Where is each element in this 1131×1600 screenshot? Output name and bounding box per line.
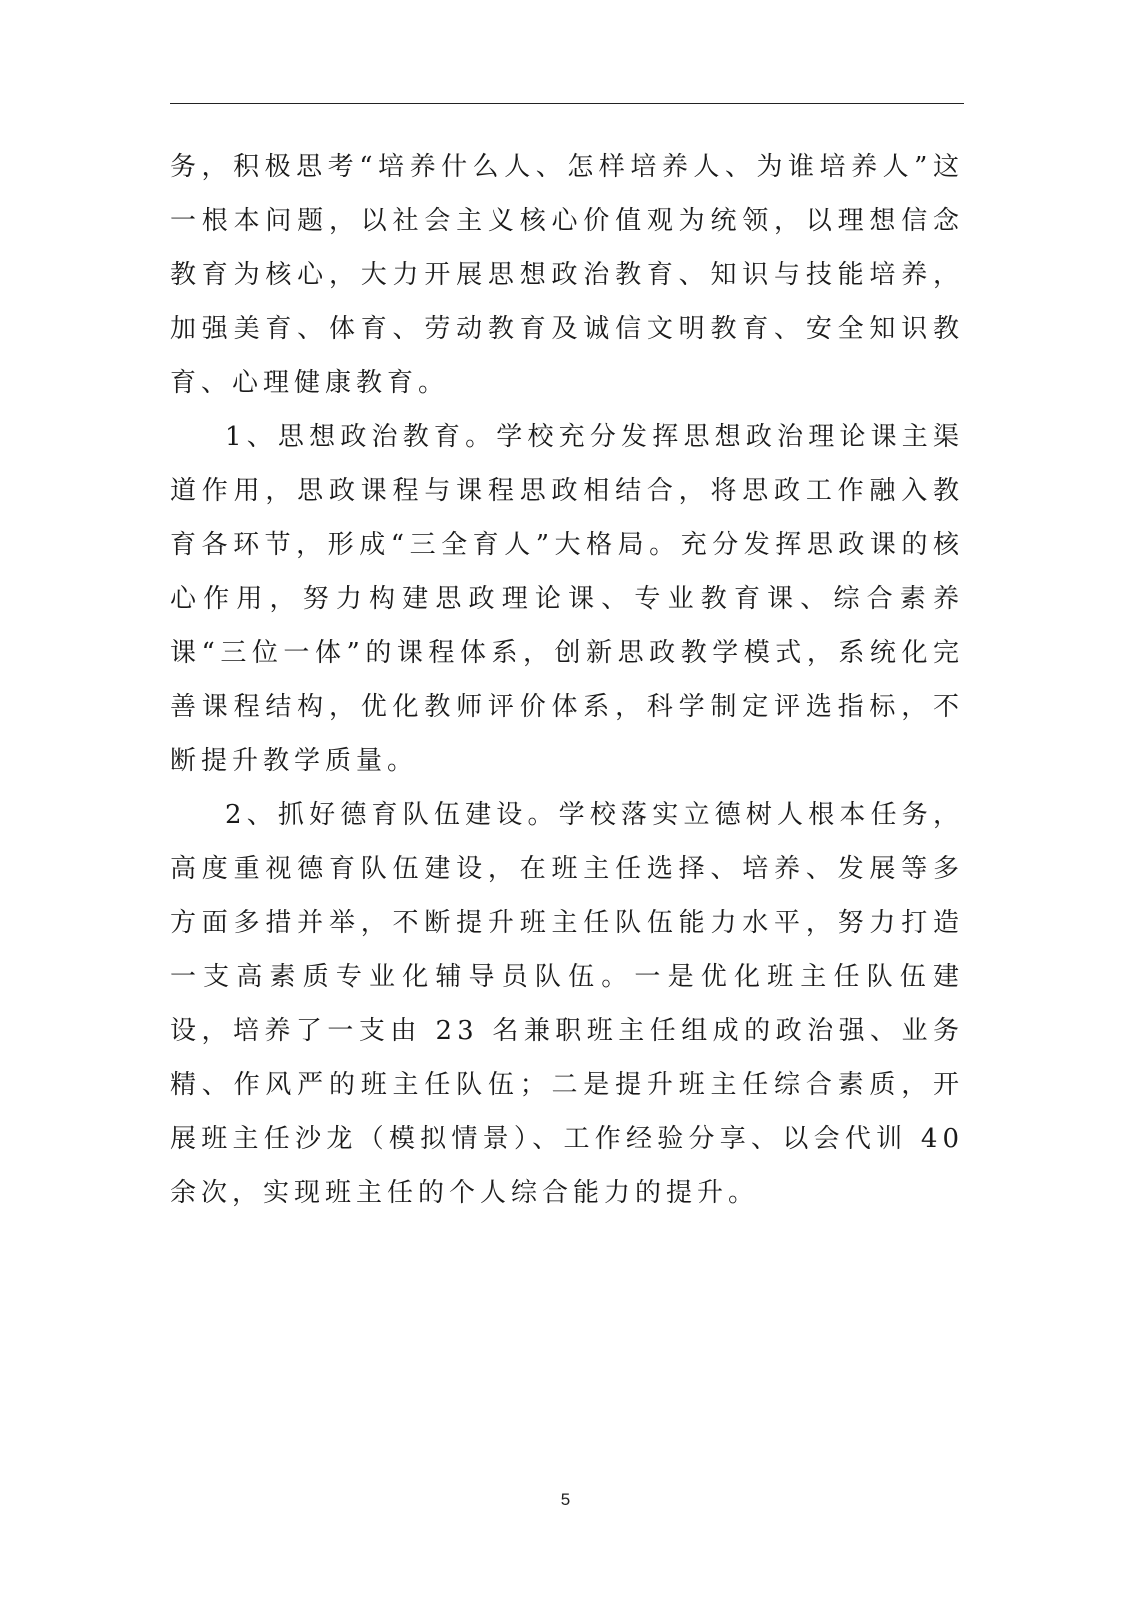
page-number: 5	[560, 1490, 571, 1509]
paragraph-ideological-education: 1、思想政治教育。学校充分发挥思想政治理论课主渠道作用，思政课程与课程思政相结合，将思政工作融入教育各环节，形成“三全育人”大格局。充分发挥思政课的核心作用，努力构建思政理论课、专业教育课、综合素养课“三位一体”的课程体系，创新思政教学模式，系统化完善课程结构，优化教师评价体系，科学制定评选指标，不断提升教学质量。	[170, 422, 964, 776]
paragraph-continuation: 务，积极思考“培养什么人、怎样培养人、为谁培养人”这一根本问题，以社会主义核心价值观为统领，以理想信念教育为核心，大力开展思想政治教育、知识与技能培养，加强美育、体育、劳动教育及诚信文明教育、安全知识教育、心理健康教育。	[170, 152, 964, 398]
document-body	[170, 140, 964, 1220]
header-rule	[170, 103, 964, 104]
paragraph-moral-team-building: 2、抓好德育队伍建设。学校落实立德树人根本任务，高度重视德育队伍建设，在班主任选择、培养、发展等多方面多措并举，不断提升班主任队伍能力水平，努力打造一支高素质专业化辅导员队伍。一是优化班主任队伍建设，培养了一支由 23 名兼职班主任组成的政治强、业务精、作风严的班主任队伍；二是提升班主任综合素质，开展班主任沙龙（模拟情景）、工作经验分享、以会代训 40 余次，实现班主任的个人综合能力的提升。	[170, 800, 964, 1208]
